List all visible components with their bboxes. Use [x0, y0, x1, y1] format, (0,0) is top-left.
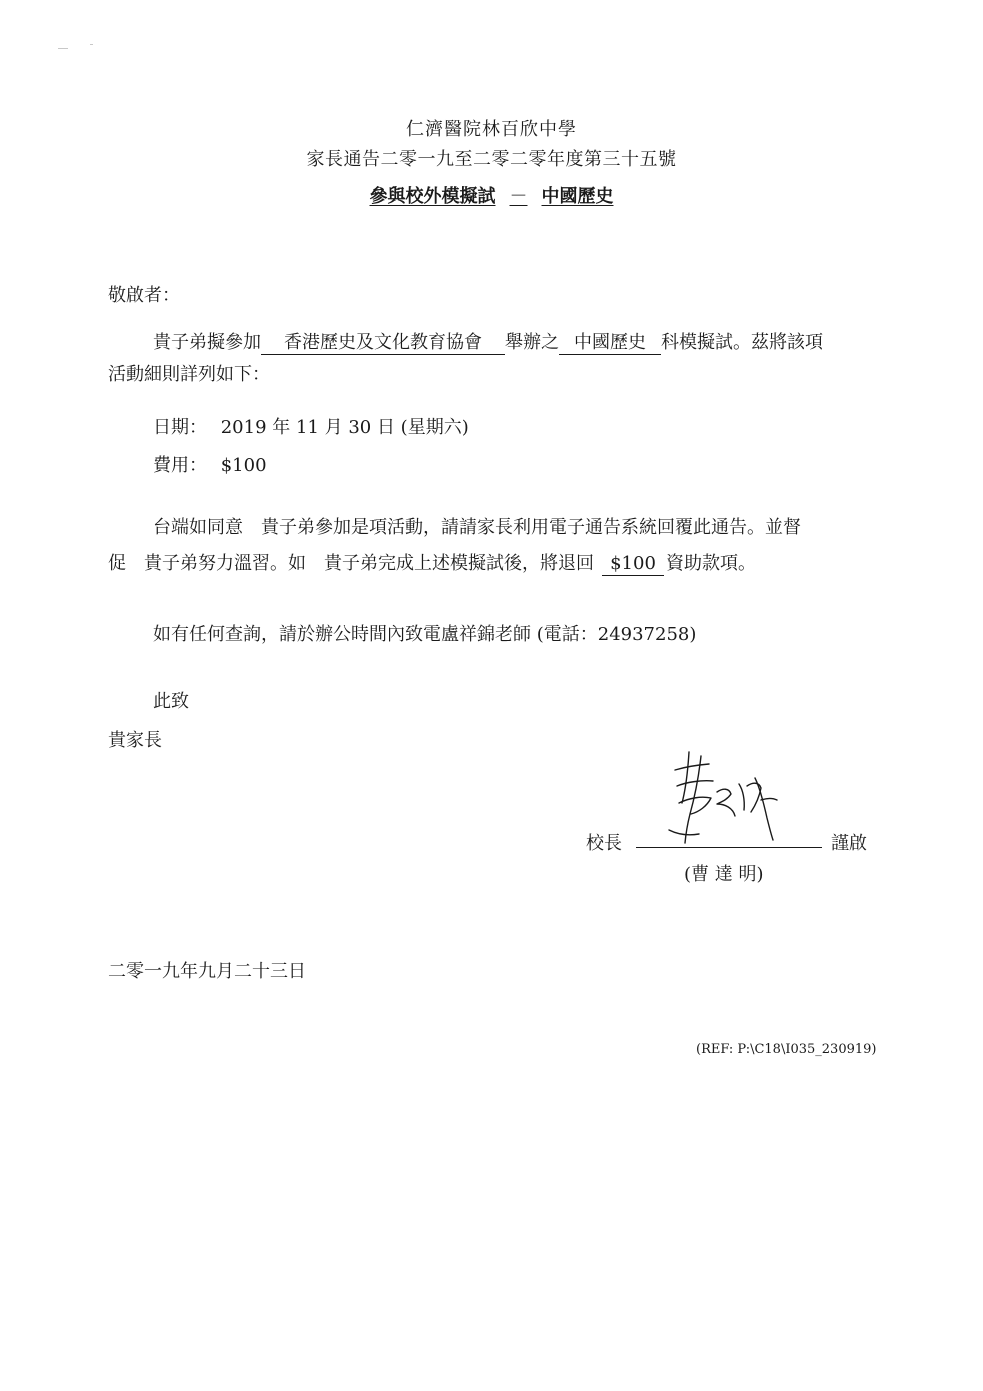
- date-label: 日期：: [153, 417, 207, 438]
- school-name: 仁濟醫院林百欣中學: [406, 119, 577, 140]
- notice-title: [0, 182, 983, 208]
- principal-name: (曹 達 明): [684, 864, 764, 885]
- scan-speck: [58, 48, 68, 49]
- date-value: 2019 年 11 月 30 日 (星期六): [220, 417, 469, 438]
- para2-text: 促 貴子弟努力溫習。如 貴子弟完成上述模擬試後，將退回: [108, 553, 594, 574]
- handwritten-signature: [655, 748, 790, 848]
- paragraph-2-line-1: 台端如同意 貴子弟參加是項活動，請請家長利用電子通告系統回覆此通告。並督: [153, 517, 801, 538]
- refund-amount: $100: [602, 554, 664, 576]
- date-row: [153, 413, 469, 439]
- title-dash: －: [509, 186, 528, 207]
- para2-tail: 資助款項。: [666, 553, 756, 574]
- title-main: 參與校外模擬試: [369, 186, 496, 207]
- paragraph-2-line-2: [108, 549, 756, 576]
- title-subject: 中國歷史: [541, 186, 614, 207]
- paragraph-1-line-2: 活動細則詳列如下：: [108, 364, 270, 385]
- fee-value: $100: [220, 455, 267, 476]
- reference-code: (REF: P:\C18\I035_230919): [696, 1042, 877, 1057]
- notice-number: 家長通告二零一九至二零二零年度第三十五號: [306, 149, 677, 170]
- issue-date: 二零一九年九月二十三日: [108, 961, 306, 982]
- enquiry-line: 如有任何查詢，請於辦公時間內致電盧祥錦老師 (電話：24937258): [153, 624, 697, 645]
- paragraph-1-line-1: [153, 328, 823, 355]
- salutation: 敬啟者：: [108, 285, 180, 306]
- closing: 此致: [153, 691, 189, 712]
- para1-held-by: 舉辦之: [505, 332, 559, 353]
- scan-speck: [90, 44, 93, 45]
- addressee: 貴家長: [108, 730, 162, 751]
- organizer-field: 香港歷史及文化教育協會: [261, 333, 505, 355]
- para1-tail: 科模擬試。茲將該項: [661, 332, 823, 353]
- subject-field: 中國歷史: [559, 333, 661, 355]
- principal-label: 校長: [586, 833, 622, 854]
- para1-intro: 貴子弟擬參加: [153, 332, 261, 353]
- respectfully: 謹啟: [831, 833, 867, 854]
- fee-label: 費用：: [153, 455, 207, 476]
- fee-row: [153, 451, 267, 477]
